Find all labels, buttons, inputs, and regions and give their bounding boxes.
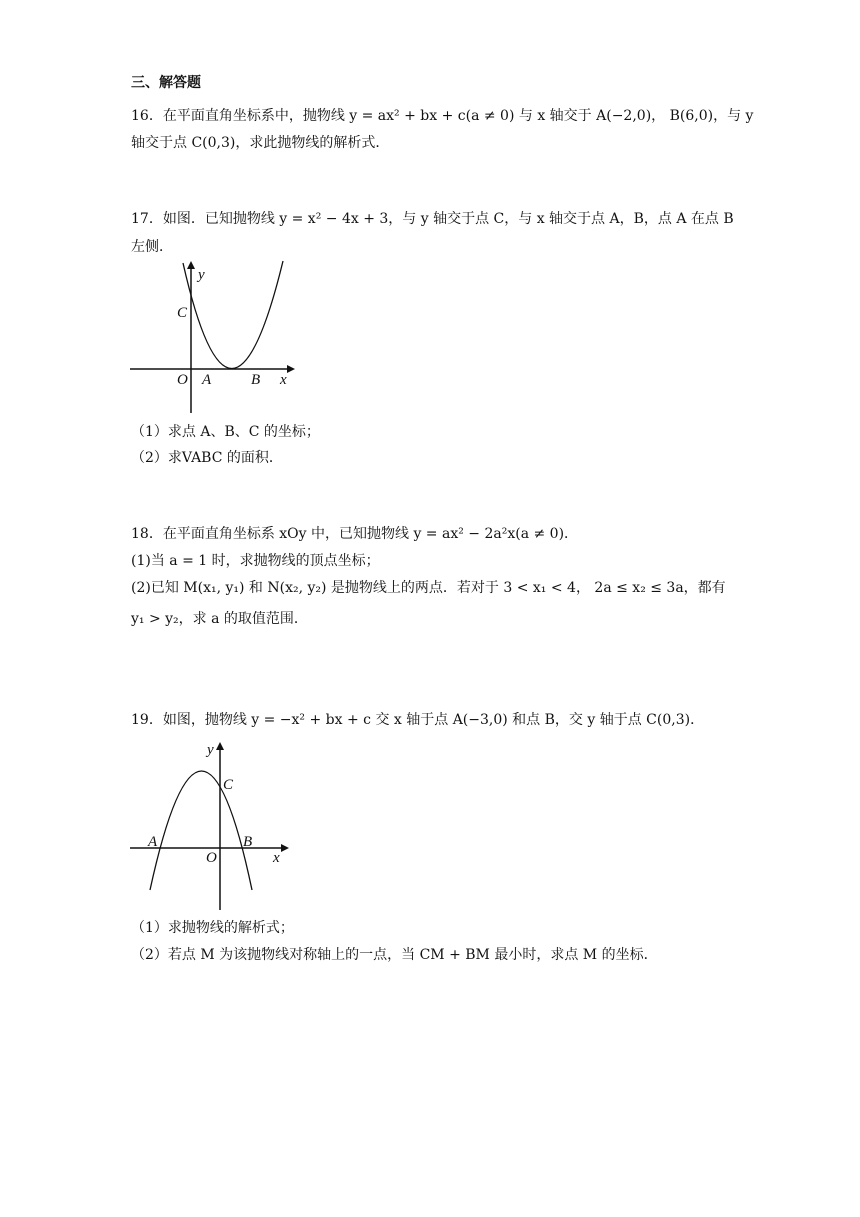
q17-part1: （1）求点 A、B、C 的坐标； xyxy=(131,424,320,440)
q17-figure xyxy=(125,255,305,420)
q17-label-a: A xyxy=(202,372,212,388)
q17-label-b: B xyxy=(251,372,261,388)
q17-label-c: C xyxy=(177,305,188,321)
q17-label-x: x xyxy=(280,372,287,388)
q17-line1: 17．如图．已知抛物线 y = x² − 4x + 3，与 y 轴交于点 C，与 x 轴交于点 A，B，点 A 在点 B xyxy=(131,211,734,227)
q19-label-c: C xyxy=(223,777,234,793)
q18-part2-line2: y₁ > y₂，求 a 的取值范围． xyxy=(131,611,308,627)
q17-label-o: O xyxy=(177,372,188,388)
q19-label-o: O xyxy=(206,850,217,866)
q18-part1: (1)当 a = 1 时，求抛物线的顶点坐标； xyxy=(131,553,380,569)
q16-line2: 轴交于点 C(0,3)，求此抛物线的解析式． xyxy=(131,135,390,151)
q19-label-x: x xyxy=(273,850,280,866)
q16-line1: 16．在平面直角坐标系中，抛物线 y = ax² + bx + c(a ≠ 0) 与 x 轴交于 A(−2,0)， B(6,0)，与 y xyxy=(131,108,754,124)
q19-part2: （2）若点 M 为该抛物线对称轴上的一点，当 CM + BM 最小时，求点 M 的坐标． xyxy=(131,947,658,963)
q19-label-y: y xyxy=(207,742,214,758)
q18-part2-line1: (2)已知 M(x₁, y₁) 和 N(x₂, y₂) 是抛物线上的两点．若对于 3 < x₁ < 4， 2a ≤ x₂ ≤ 3a，都有 xyxy=(131,580,726,596)
q17-line2: 左侧． xyxy=(131,239,173,255)
q19-label-a: A xyxy=(148,834,158,850)
q19-part1: （1）求抛物线的解析式； xyxy=(131,920,294,936)
section-title: 三、解答题 xyxy=(131,75,201,91)
q19-parabola xyxy=(150,771,252,890)
q19-label-b: B xyxy=(243,834,253,850)
q19-figure xyxy=(125,738,300,918)
q18-line1: 18．在平面直角坐标系 xOy 中，已知抛物线 y = ax² − 2a²x(a ≠ 0)． xyxy=(131,526,579,542)
q19-line1: 19．如图，抛物线 y = −x² + bx + c 交 x 轴于点 A(−3,0) 和点 B，交 y 轴于点 C(0,3)． xyxy=(131,712,705,728)
q17-label-y: y xyxy=(198,267,205,283)
q17-part2: （2）求VABC 的面积． xyxy=(131,450,283,466)
